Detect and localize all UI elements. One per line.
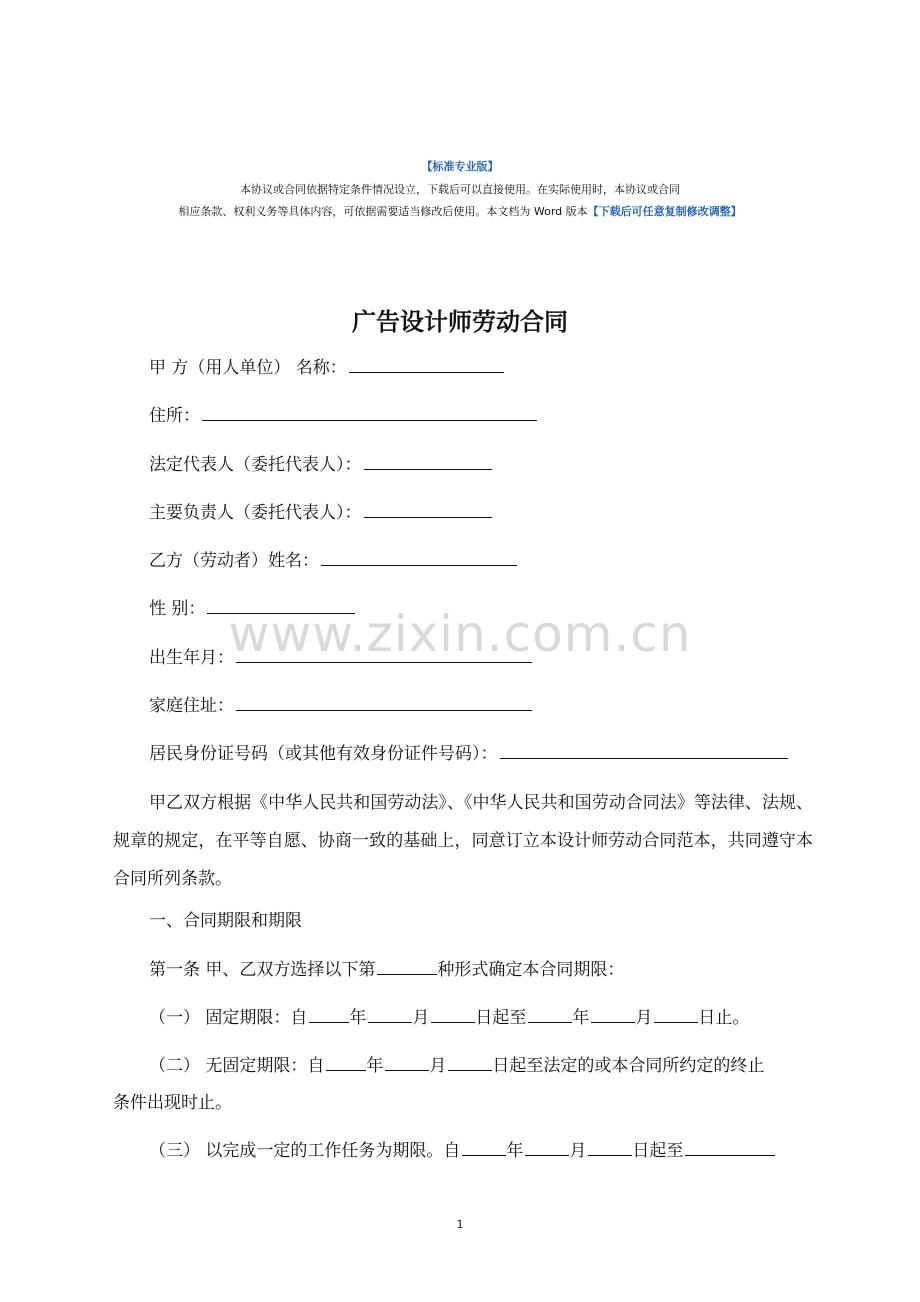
header-line-1: 本协议或合同依据特定条件情况设立，下载后可以直接使用。在实际使用时，本协议或合同 (240, 183, 680, 196)
option-open-term-cont: 条件出现时止。 (113, 1093, 232, 1113)
field-id-number: 居民身份证号码（或其他有效身份证件号码）： (149, 741, 788, 766)
header-download-tag: 【下载后可任意复制修改调整】 (587, 205, 742, 218)
field-address: 住所： (149, 403, 537, 428)
section-heading-1: 一、合同期限和期限 (149, 911, 302, 931)
field-main-person: 主要负责人（委托代表人）： (149, 500, 492, 525)
field-party-b-name: 乙方（劳动者）姓名： (149, 548, 517, 573)
article-1: 第一条 甲、乙双方选择以下第 种形式确定本合同期限： (149, 957, 624, 982)
document-title: 广告设计师劳动合同 (352, 308, 568, 336)
field-birth: 出生年月： (149, 645, 532, 670)
field-party-a-name: 甲 方（用人单位） 名称： (149, 355, 504, 380)
field-gender: 性 别： (149, 596, 355, 621)
page-number: 1 (456, 1218, 464, 1231)
header-tag: 【标准专业版】 (421, 160, 499, 173)
intro-paragraph: 甲乙双方根据《中华人民共和国劳动法》、《中华人民共和国劳动合同法》等法律、法规、规章的规定，在平等自愿、协商一致的基础上，同意订立本设计师劳动合同范本，共同遵守本合同所列条款。 (113, 793, 813, 889)
option-fixed-term: （一） 固定期限：自 年 月 日起至 年 月 日止。 (149, 1005, 749, 1030)
field-home-address: 家庭住址： (149, 693, 532, 718)
option-task-term: （三） 以完成一定的工作任务为期限。自 年 月 日起至 (149, 1138, 775, 1163)
field-legal-rep: 法定代表人（委托代表人）： (149, 452, 492, 477)
option-open-term: （二） 无固定期限：自 年 月 日起至法定的或本合同所约定的终止 (149, 1053, 764, 1078)
header-line-2: 相应条款、权利义务等具体内容，可依据需要适当修改后使用。本文档为 Word 版本【下载后可任意复制修改调整】 (178, 205, 742, 218)
watermark: www.zixin.com.cn (228, 605, 692, 663)
